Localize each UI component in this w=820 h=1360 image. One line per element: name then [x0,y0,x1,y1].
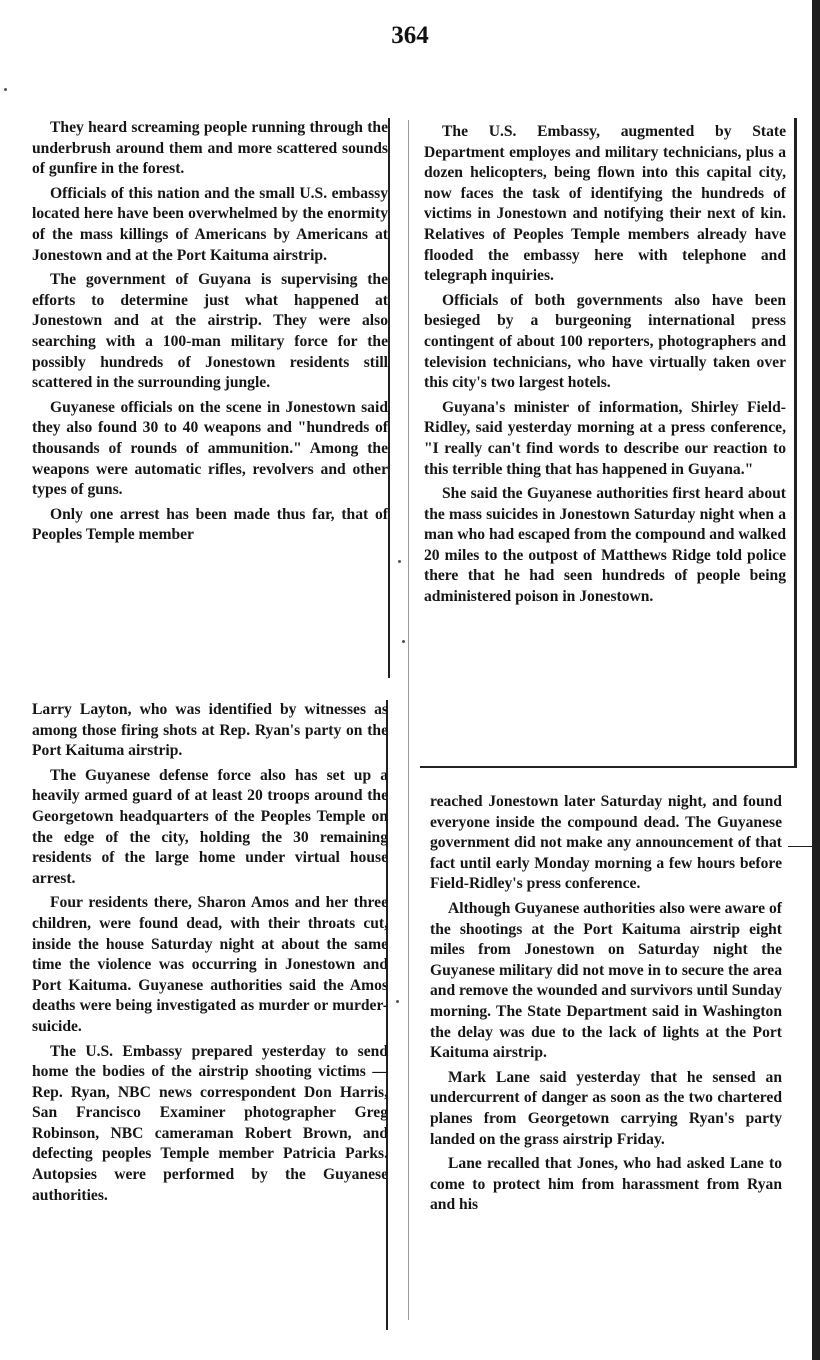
page-number: 364 [391,22,429,49]
paragraph: The Guyanese defense force also has set up a heavily armed guard of at least 20 troops around the Georgetown headquarters of the Peoples Temple on the edge of the city, holding the 30 remaining residents of the large home under virtual house arrest. [32,766,388,887]
column-rule-left [388,118,390,678]
scan-speck [402,640,405,643]
scan-speck [4,88,7,91]
scan-edge [812,0,820,1360]
scan-speck [396,1000,399,1003]
right-column-upper [424,122,786,612]
paragraph: Larry Layton, who was identified by witnesses as among those firing shots at Rep. Ryan's party on the Port Kaituma airstrip. [32,701,388,760]
paragraph: Guyana's minister of information, Shirley Field-Ridley, said yesterday morning at a press conference, "I really can't find words to describe our reaction to this terrible thing that has happened in Guyana." [424,398,786,478]
column-rule-center [408,120,409,1320]
paragraph: The government of Guyana is supervising the efforts to determine just what happened at Jonestown and at the airstrip. They were also searching with a 100-man military force for the possibly hundreds of Jonestown residents still scattered in the surrounding jungle. [32,271,388,392]
paragraph: The U.S. Embassy, augmented by State Department employes and military technicians, plus a dozen helicopters, being flown into this capital city, now faces the task of identifying the hundreds of victims in Jonestown and notifying their next of kin. Relatives of Peoples Temple members already have flooded the embassy here with telephone and telegraph inquiries. [424,123,786,285]
paragraph: Officials of both governments also have been besieged by a burgeoning international press contingent of about 100 reporters, photographers and television technicians, who have virtually taken over this city's two largest hotels. [424,291,786,392]
left-column-lower [32,700,388,1210]
cut-line-margin [788,846,816,847]
paragraph: Guyanese officials on the scene in Jonestown said they also found 30 to 40 weapons and "hundreds of thousands of rounds of ammunition." Among the weapons were automatic rifles, revolvers and other types of guns. [32,398,388,499]
paragraph: Although Guyanese authorities also were aware of the shootings at the Port Kaituma airstrip eight miles from Jonestown on Saturday night the Guyanese military did not move in to secure the area and remove the wounded and survivors until Sunday morning. The State Department said in Washington the delay was due to the lack of lights at the Port Kaituma airstrip. [430,899,782,1062]
paragraph: reached Jonestown later Saturday night, and found everyone inside the compound dead. The Guyanese government did not make any announcement of that fact until early Monday morning a few hours before Field-Ridley's press conference. [430,793,782,893]
paragraph: Lane recalled that Jones, who had asked Lane to come to protect him from harassment from Ryan and his [430,1155,782,1214]
column-rule-right [794,118,797,768]
paragraph: Four residents there, Sharon Amos and her three children, were found dead, with their throats cut, inside the house Saturday night at about the same time the violence was occurring in Jonestown and Port Kaituma. Guyanese authorities said the Amos deaths were being investigated as murder or murder-suicide. [32,894,388,1035]
scan-speck [398,560,401,563]
right-column-lower [430,792,782,1220]
paragraph: She said the Guyanese authorities first heard about the mass suicides in Jonestown Saturday night when a man who had escaped from the compound and walked 20 miles to the outpost of Matthews Ridge told police there that he had seen hundreds of people being administered poison in Jonestown. [424,485,786,606]
paragraph: They heard screaming people running through the underbrush around them and more scattered sounds of gunfire in the forest. [32,119,388,178]
paragraph: Officials of this nation and the small U.S. embassy located here have been overwhelmed by the enormity of the mass killings of Americans by Americans at Jonestown and at the Port Kaituma airstrip. [32,184,388,264]
paragraph: Only one arrest has been made thus far, that of Peoples Temple member [32,505,388,544]
paragraph: The U.S. Embassy prepared yesterday to send home the bodies of the airstrip shooting victims — Rep. Ryan, NBC news correspondent Don Harris, San Francisco Examiner photographer Greg Robinson, NBC cameraman Robert Brown, and defecting peoples Temple member Patricia Parks. Autopsies were performed by the Guyanese authorities. [32,1042,388,1204]
left-column-upper [32,118,388,550]
cut-line-right [420,766,796,768]
paragraph: Mark Lane said yesterday that he sensed an undercurrent of danger as soon as the two chartered planes from Georgetown carrying Ryan's party landed on the grass airstrip Friday. [430,1068,782,1148]
